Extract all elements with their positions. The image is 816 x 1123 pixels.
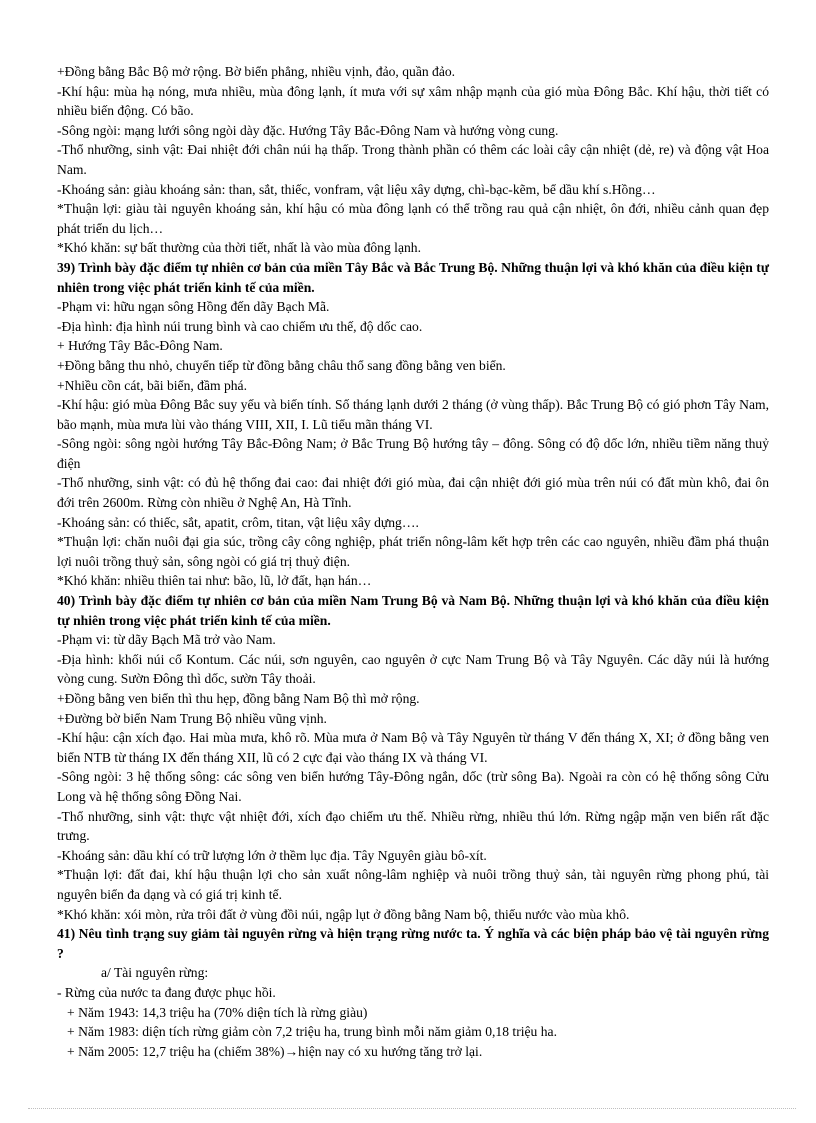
text-line: *Thuận lợi: giàu tài nguyên khoáng sản, khí hậu có mùa đông lạnh có thể trồng rau quả cận nhiệt, ôn đới, nhiều cảnh quan đẹp phát triển du lịch… [57,201,769,236]
text-line: +Đồng bằng thu nhỏ, chuyển tiếp từ đồng bằng châu thổ sang đồng bằng ven biển. [57,357,506,373]
list-item: + Năm 1943: 14,3 triệu ha (70% diện tích là rừng giàu) [67,1004,368,1020]
list-item: + Năm 1983: diện tích rừng giảm còn 7,2 triệu ha, trung bình mỗi năm giảm 0,18 triệu ha. [67,1024,557,1040]
text-line: *Thuận lợi: chăn nuôi đại gia súc, trồng cây công nghiệp, phát triển nông-lâm kết hợp trên các cao nguyên, nhiều đầm phá thuận lợi nuôi trồng thuỷ sản, sông ngòi có giá trị thuỷ điện. [57,534,769,569]
text-line: *Khó khăn: nhiều thiên tai như: bão, lũ, lở đất, hạn hán… [57,573,372,589]
text-line: + Hướng Tây Bắc-Đông Nam. [57,338,223,354]
text-line: -Khí hậu: cận xích đạo. Hai mùa mưa, khô rõ. Mùa mưa ở Nam Bộ và Tây Nguyên từ tháng V đến tháng X, XI; ở đồng bằng ven biển NTB từ tháng IX đến tháng XII, lũ có 2 cực đại vào tháng IX và tháng VI. [57,730,769,765]
text-line: -Địa hình: địa hình núi trung bình và cao chiếm ưu thế, độ dốc cao. [57,318,423,334]
text-line: -Phạm vi: từ dãy Bạch Mã trở vào Nam. [57,632,276,648]
text-line: -Địa hình: khối núi cổ Kontum. Các núi, sơn nguyên, cao nguyên ở cực Nam Trung Bộ và Tây Nguyên. Các dãy núi là hướng vòng cung. Sườn Đông thì dốc, sườn Tây thoải. [57,651,769,687]
page-footer-divider [28,1108,796,1109]
text-line: -Khí hậu: gió mùa Đông Bắc suy yếu và biến tính. Số tháng lạnh dưới 2 tháng (ở vùng thấp). Bắc Trung Bộ có gió phơn Tây Nam, bão mạnh, mùa mưa lùi vào tháng VIII, XII, I. Lũ tiểu mãn tháng VI. [57,397,769,432]
text-line: -Khoáng sản: có thiếc, sắt, apatit, crôm, titan, vật liệu xây dựng…. [57,514,419,530]
text-line: +Đường bờ biển Nam Trung Bộ nhiều vũng vịnh. [57,710,327,726]
text-line: -Khí hậu: mùa hạ nóng, mưa nhiều, mùa đông lạnh, ít mưa với sự xâm nhập mạnh của gió mùa Đông Bắc. Khí hậu, thời tiết có nhiều biến động. Có bão. [57,83,769,119]
text-line: +Nhiều cồn cát, bãi biển, đầm phá. [57,377,247,393]
question-heading-39: 39) Trình bày đặc điểm tự nhiên cơ bản của miền Tây Bắc và Bắc Trung Bộ. Những thuận lợi và khó khăn của điều kiện tự nhiên trong việc phát triển kinh tế của miền. [57,259,769,295]
text-line: +Đồng bằng Bắc Bộ mở rộng. Bờ biển phẳng, nhiều vịnh, đảo, quần đảo. [57,64,456,79]
text-line: *Thuận lợi: đất đai, khí hậu thuận lợi cho sản xuất nông-lâm nghiệp và nuôi trồng thuỷ sản, tài nguyên rừng phong phú, tài nguyên biển đa dạng và có giá trị kinh tế. [57,867,769,902]
text-line: -Phạm vi: hữu ngạn sông Hồng đến dãy Bạch Mã. [57,299,330,315]
text-line: -Thổ nhưỡng, sinh vật: có đủ hệ thống đai cao: đai nhiệt đới gió mùa, đai cận nhiệt đới gió mùa trên núi có đất mùn khô, đai ôn đới trên 2600m. Rừng còn nhiều ở Nghệ An, Hà Tĩnh. [57,475,769,511]
text-line: -Sông ngòi: 3 hệ thống sông: các sông ven biển hướng Tây-Đông ngắn, dốc (trừ sông Ba). Ngoài ra còn có hệ thống sông Cửu Long và hệ thống sông Đồng Nai. [57,769,769,804]
text-line: -Thổ nhưỡng, sinh vật: thực vật nhiệt đới, xích đạo chiếm ưu thế. Nhiều rừng, nhiều thú lớn. Rừng ngập mặn ven biển rất đặc trưng. [57,808,769,844]
document-page [57,62,769,1061]
text-line: *Khó khăn: xói mòn, rửa trôi đất ở vùng đồi núi, ngập lụt ở đồng bằng Nam bộ, thiếu nước vào mùa khô. [57,906,630,922]
list-item: + Năm 2005: 12,7 triệu ha (chiếm 38%)→hiện nay có xu hướng tăng trở lại. [67,1043,483,1059]
text-line: -Sông ngòi: sông ngòi hướng Tây Bắc-Đông Nam; ở Bắc Trung Bộ hướng tây – đông. Sông có độ dốc lớn, nhiều tiềm năng thuỷ điện [57,436,769,471]
text-line: -Khoáng sản: dầu khí có trữ lượng lớn ở thềm lục địa. Tây Nguyên giàu bô-xít. [57,847,487,863]
text-line: *Khó khăn: sự bất thường của thời tiết, nhất là vào mùa đông lạnh. [57,240,421,256]
subheading: a/ Tài nguyên rừng: [101,965,209,981]
text-line: -Khoáng sản: giàu khoáng sản: than, sắt, thiếc, vonfram, vật liệu xây dựng, chì-bạc-kẽm, bể dầu khí s.Hồng… [57,181,656,197]
question-heading-41: 41) Nêu tình trạng suy giảm tài nguyên rừng và hiện trạng rừng nước ta. Ý nghĩa và các biện pháp bảo vệ tài nguyên rừng ? [57,926,769,961]
text-line: -Thổ nhưỡng, sinh vật: Đai nhiệt đới chân núi hạ thấp. Trong thành phần có thêm các loài cây cận nhiệt (dẻ, re) và động vật Hoa Nam. [57,142,769,177]
question-heading-40: 40) Trình bày đặc điểm tự nhiên cơ bản của miền Nam Trung Bộ và Nam Bộ. Những thuận lợi và khó khăn của điều kiện tự nhiên trong việc phát triển kinh tế của miền. [57,593,769,628]
text-line: -Sông ngòi: mạng lưới sông ngòi dày đặc. Hướng Tây Bắc-Đông Nam và hướng vòng cung. [57,122,559,138]
text-line: +Đồng bằng ven biển thì thu hẹp, đồng bằng Nam Bộ thì mở rộng. [57,691,420,706]
text-line: - Rừng của nước ta đang được phục hồi. [57,984,276,1000]
